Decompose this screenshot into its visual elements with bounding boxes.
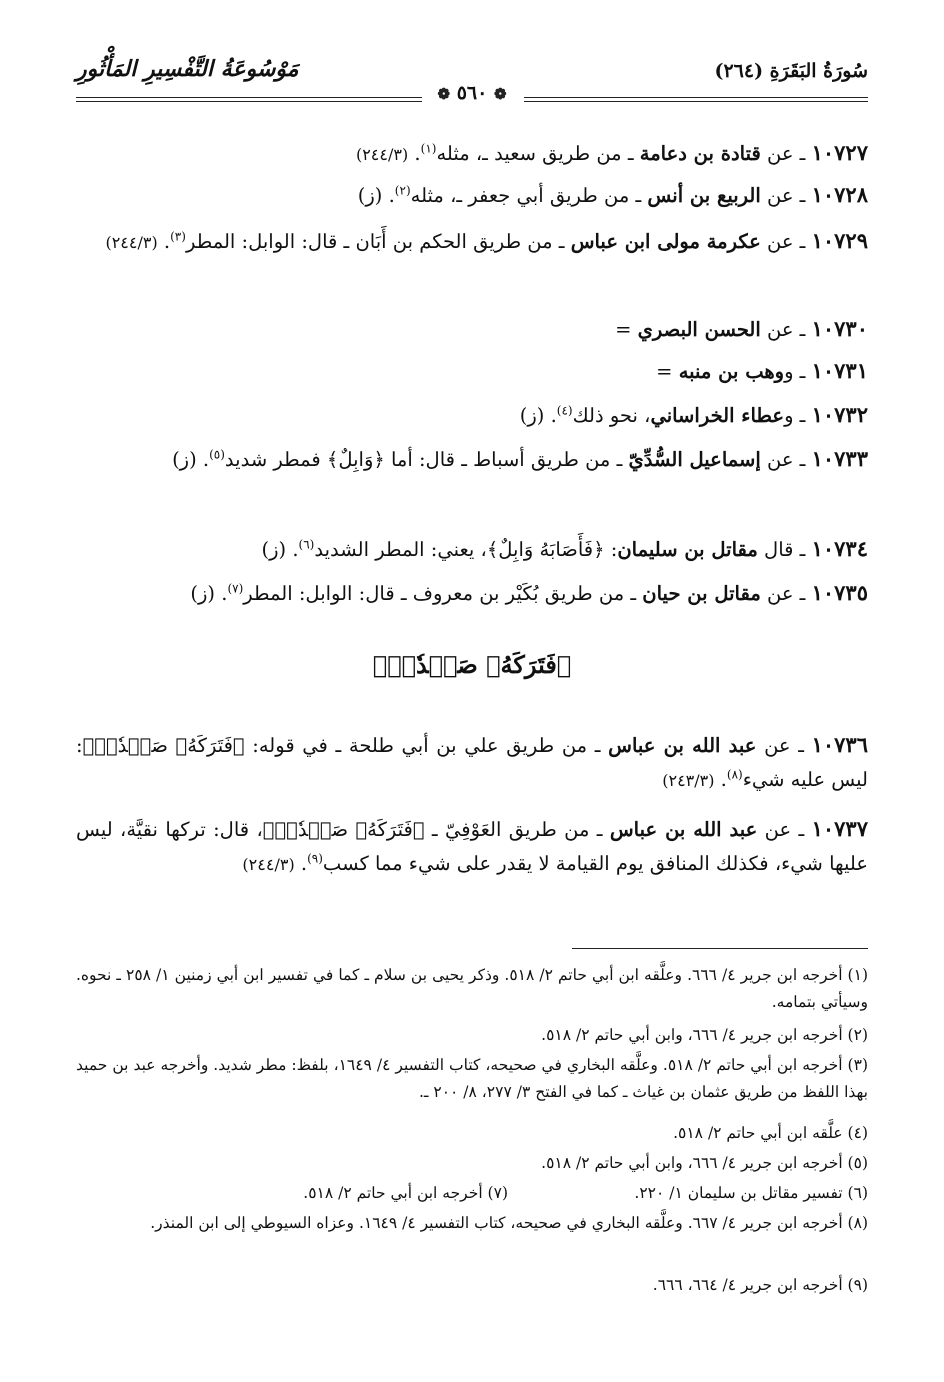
footnote-marker: (٥) xyxy=(209,447,225,462)
entry-tail: . xyxy=(408,142,421,165)
section-heading: ﴿فَتَرَكَهُۥ صَلۡدٗاۖ﴾ xyxy=(372,650,572,679)
page-header xyxy=(76,52,868,108)
footnote: (٨) أخرجه ابن جرير ٤/ ٦٦٧. وعلَّقه البخاري في صحيحه، كتاب التفسير ٤/ ١٦٤٩. وعزاه السيوطي إلى ابن المنذر. xyxy=(150,1214,868,1232)
entry xyxy=(76,312,868,347)
ornament-icon: ❁ xyxy=(493,85,507,103)
entry-number: ١٠٧٣٣ xyxy=(811,446,868,471)
entry xyxy=(76,178,868,213)
footnote-marker: (٤) xyxy=(556,403,573,418)
entry-text: ـ من طريق الحكم بن أَبَان ـ قال: الوابل: المطر xyxy=(185,230,571,253)
entry-text: : ﴿فَأَصَابَهُ وَابِلٌ﴾، يعني: المطر الشديد xyxy=(314,538,618,561)
entry xyxy=(76,532,868,567)
entry-prefix: ـ و xyxy=(784,404,812,427)
entry-prefix: ـ عن xyxy=(760,582,812,605)
narrator-name: عبد الله بن عباس xyxy=(608,734,757,757)
narrator-name: عكرمة مولى ابن عباس xyxy=(570,230,761,253)
entry-prefix: ـ عن xyxy=(760,318,812,341)
entry-prefix: ـ عن xyxy=(756,734,812,757)
header-rule-left xyxy=(76,97,422,102)
footnote-marker: (٣) xyxy=(170,229,186,244)
entry-prefix: ـ عن xyxy=(760,230,812,253)
entry-text: ـ من طريق أسباط ـ قال: أما ﴿وَابِلٌ﴾ فمطر شديد xyxy=(224,448,629,471)
footnote: (٥) أخرجه ابن جرير ٤/ ٦٦٦، وابن أبي حاتم ٢/ ٥١٨. xyxy=(541,1154,868,1172)
entry-number: ١٠٧٣٠ xyxy=(811,316,868,341)
entry-number: ١٠٧٣٤ xyxy=(811,536,868,561)
narrator-name: عطاء الخراساني xyxy=(650,404,785,427)
entry-number: ١٠٧٢٨ xyxy=(811,182,868,207)
footnote-marker: (٩) xyxy=(307,851,323,866)
entry-text: = xyxy=(656,360,679,383)
entry-prefix: ـ قال xyxy=(757,538,812,561)
volume-ref: (٢٤٣/٣) xyxy=(662,771,715,790)
entry-number: ١٠٧٣٧ xyxy=(811,816,868,841)
footnote: (٧) أخرجه ابن أبي حاتم ٢/ ٥١٨. xyxy=(303,1184,508,1202)
footnote-marker: (٦) xyxy=(298,537,315,552)
footnote: (٦) تفسير مقاتل بن سليمان ١/ ٢٢٠. xyxy=(634,1184,868,1202)
entry xyxy=(76,728,868,798)
footnote: (٢) أخرجه ابن جرير ٤/ ٦٦٦، وابن أبي حاتم ٢/ ٥١٨. xyxy=(541,1026,868,1044)
narrator-name: مقاتل بن حيان xyxy=(642,582,761,605)
entry-number: ١٠٧٣٢ xyxy=(811,402,868,427)
footnote-marker: (٢) xyxy=(394,183,411,198)
entry-tail: . (ز) xyxy=(357,184,395,207)
entry-prefix: ـ عن xyxy=(757,818,812,841)
entry xyxy=(76,136,868,172)
narrator-name: مقاتل بن سليمان xyxy=(617,538,758,561)
narrator-name: وهب بن منبه xyxy=(678,360,785,383)
footnote: (٩) أخرجه ابن جرير ٤/ ٦٦٤، ٦٦٦. xyxy=(652,1276,868,1294)
entry-tail: . xyxy=(157,230,171,253)
entry xyxy=(76,398,868,433)
entry-text: = xyxy=(615,318,638,341)
narrator-name: قتادة بن دعامة xyxy=(639,142,761,165)
entry-number: ١٠٧٣٥ xyxy=(811,580,868,605)
surah-title: سُورَةُ البَقَرَةِ (٢٦٤) xyxy=(714,60,868,82)
entry-prefix: ـ عن xyxy=(760,184,812,207)
entry-number: ١٠٧٣١ xyxy=(811,358,868,383)
entry xyxy=(76,224,868,260)
footnote: (٤) علَّقه ابن أبي حاتم ٢/ ٥١٨. xyxy=(673,1124,868,1142)
footnote: (١) أخرجه ابن جرير ٤/ ٦٦٦. وعلَّقه ابن أبي حاتم ٢/ ٥١٨. وذكر يحيى بن سلام ـ كما في تفسير ابن أبي زمنين ١/ ٢٥٨ ـ نحوه. وسيأتي بتمامه. xyxy=(76,966,868,1011)
footnote: (٣) أخرجه ابن أبي حاتم ٢/ ٥١٨. وعلَّقه البخاري في صحيحه، كتاب التفسير ٤/ ١٦٤٩، بلفظ: مطر شديد. وأخرجه عبد بن حميد بهذا اللفظ من طريق عثمان بن غياث ـ كما في الفتح ٣/ ٢٧٧، ٨/ ٢٠٠ ـ. xyxy=(76,1056,868,1101)
entry-text: ـ من طريق العَوْفِيّ ـ ﴿فَتَرَكَهُۥ صَلۡدٗاۖ﴾، قال: تركها نقيَّة، ليس عليها شيء، فكذلك المنافق يوم القيامة لا يقدر على شيء مما كسب xyxy=(76,818,868,875)
entry-number: ١٠٧٣٦ xyxy=(811,732,868,757)
narrator-name: الحسن البصري xyxy=(637,318,761,341)
entry-tail: . xyxy=(294,852,308,875)
entry-text: ـ من طريق سعيد ـ، مثله xyxy=(436,142,640,165)
narrator-name: إسماعيل السُّدِّيّ xyxy=(628,448,761,471)
entry-text: ، نحو ذلك xyxy=(572,404,651,427)
entry-text: ـ من طريق علي بن أبي طلحة ـ في قوله: ﴿فَتَرَكَهُۥ صَلۡدٗاۖ﴾: ليس عليه شيء xyxy=(76,734,868,791)
entry xyxy=(76,576,868,611)
entry-prefix: ـ عن xyxy=(760,142,812,165)
footnote-separator xyxy=(572,948,868,949)
footnote-marker: (١) xyxy=(420,141,437,156)
volume-ref: (٢٤٤/٣) xyxy=(355,145,409,164)
volume-ref: (٢٤٤/٣) xyxy=(105,233,158,252)
entry-text: ـ من طريق بُكَيْر بن معروف ـ قال: الوابل: المطر xyxy=(243,582,643,605)
entry xyxy=(76,812,868,882)
narrator-name: عبد الله بن عباس xyxy=(609,818,758,841)
book-title: مَوْسُوعَةُ التَّفْسِيرِ المَأْثُورِ xyxy=(76,56,299,82)
entry-tail: . (ز) xyxy=(190,582,228,605)
page-number: ٥٦٠ xyxy=(456,82,488,104)
entry-tail: . (ز) xyxy=(519,404,557,427)
narrator-name: الربيع بن أنس xyxy=(647,184,761,207)
entry-text: ـ من طريق أبي جعفر ـ، مثله xyxy=(410,184,648,207)
ornament-icon: ❁ xyxy=(437,85,451,103)
entry-number: ١٠٧٢٧ xyxy=(811,140,868,165)
volume-ref: (٢٤٤/٣) xyxy=(242,855,295,874)
entry-prefix: ـ و xyxy=(784,360,812,383)
header-rule-right xyxy=(524,97,868,102)
entry-number: ١٠٧٢٩ xyxy=(811,228,868,253)
entry-tail: . (ز) xyxy=(261,538,299,561)
entry-tail: . (ز) xyxy=(172,448,210,471)
entry-tail: . xyxy=(714,768,727,791)
entry xyxy=(76,354,868,389)
footnote-marker: (٨) xyxy=(726,767,743,782)
entry-prefix: ـ عن xyxy=(760,448,812,471)
entry xyxy=(76,442,868,477)
page-number-block xyxy=(437,82,506,104)
footnote-marker: (٧) xyxy=(227,581,244,596)
